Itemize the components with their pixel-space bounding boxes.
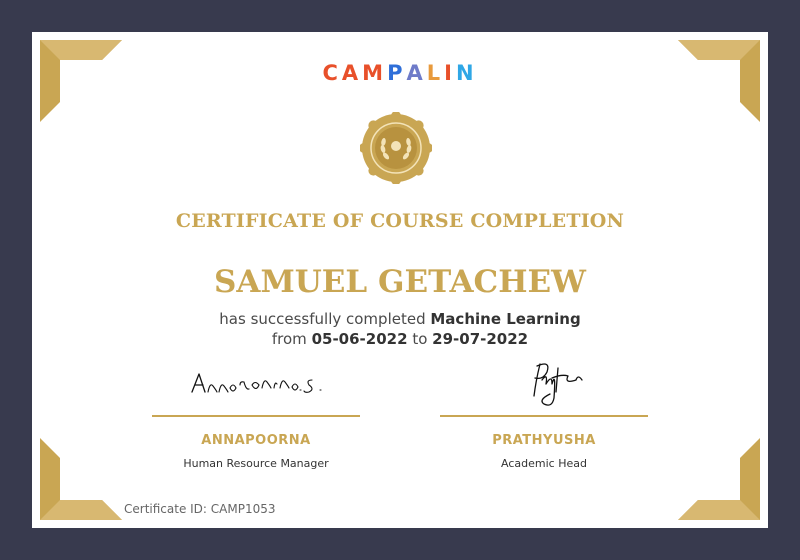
start-date: 05-06-2022 [311, 330, 408, 348]
corner-ornament-bottom-left [40, 438, 122, 520]
logo-letter: C [322, 61, 342, 85]
signature-line [152, 415, 360, 417]
date-range [32, 330, 768, 348]
logo-letter: N [455, 61, 478, 85]
to-label: to [412, 330, 428, 348]
laurel-seal-icon [360, 112, 432, 184]
certificate [32, 32, 768, 528]
certificate-id-value: CAMP1053 [210, 502, 276, 516]
course-name: Machine Learning [430, 310, 581, 328]
logo-letter: A [341, 61, 363, 85]
completion-statement [32, 310, 768, 328]
signatory-name: PRATHYUSHA [492, 433, 596, 448]
signature-prathyusha [440, 352, 650, 412]
signature-annapoorna [152, 352, 362, 412]
end-date: 29-07-2022 [432, 330, 529, 348]
signatory-name: ANNAPOORNA [201, 433, 311, 448]
signatory-role: Academic Head [501, 457, 587, 470]
certificate-id-label: Certificate ID: [124, 502, 207, 516]
logo-letter: L [426, 61, 445, 85]
signature-line [440, 415, 648, 417]
logo-letter: A [406, 61, 427, 85]
recipient-name: SAMUEL GETACHEW [214, 264, 586, 300]
logo-letter: P [387, 61, 407, 85]
certificate-id [124, 502, 276, 516]
signatory-role: Human Resource Manager [183, 457, 329, 470]
completion-prefix: has successfully completed [219, 310, 426, 328]
logo-letter: I [444, 61, 456, 85]
campalin-logo [32, 61, 768, 85]
from-label: from [271, 330, 307, 348]
certificate-title: CERTIFICATE OF COURSE COMPLETION [175, 210, 625, 232]
corner-ornament-bottom-right [678, 438, 760, 520]
logo-letter: M [362, 61, 388, 85]
